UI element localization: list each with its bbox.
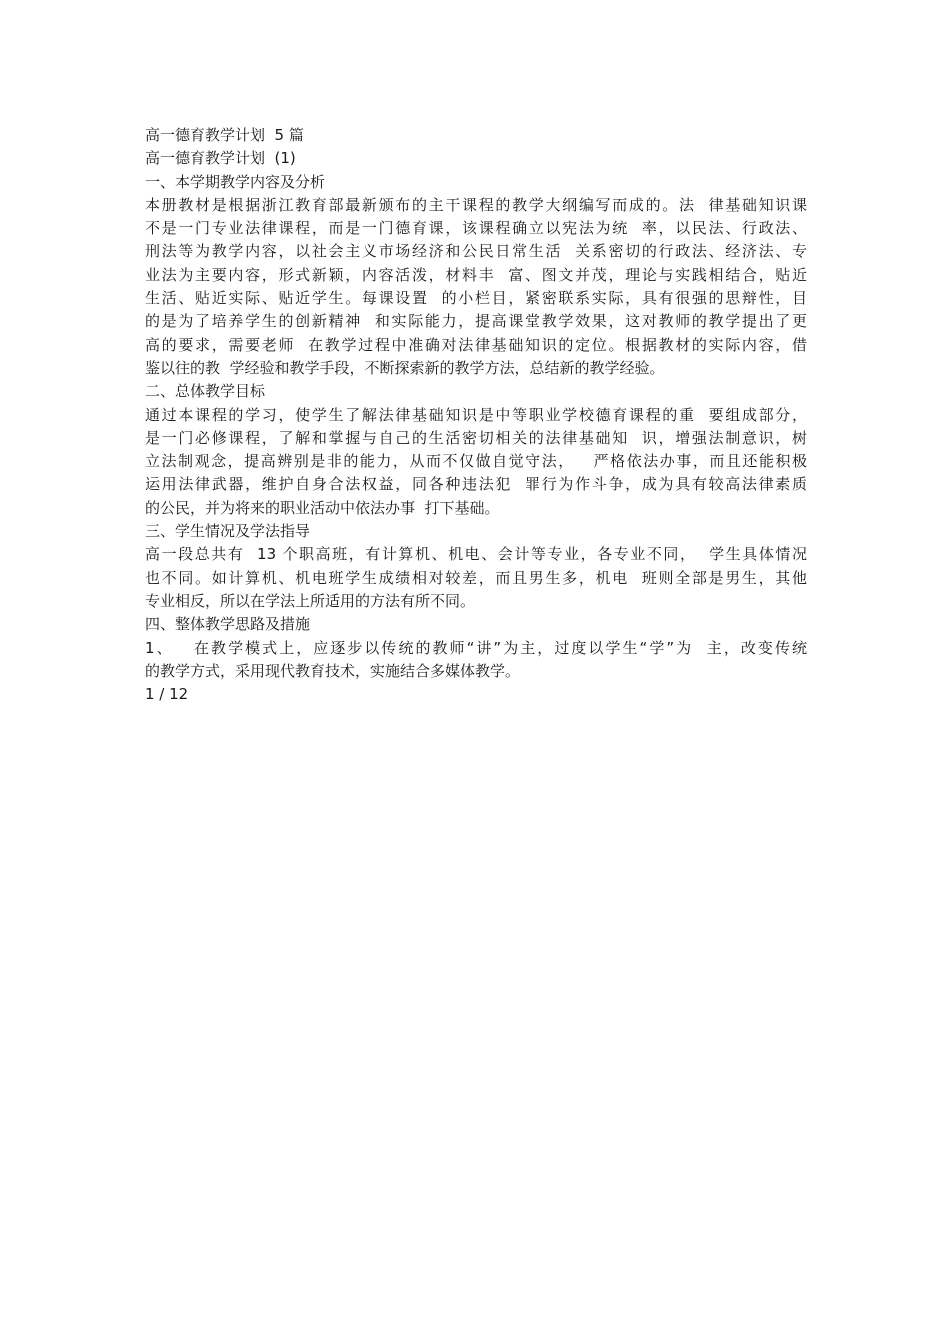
document-title: 高一德育教学计划 5 篇 xyxy=(145,126,304,144)
paragraph-line: 专业相反，所以在学法上所适用的方法有所不同。 xyxy=(145,591,476,610)
paragraph-line: 业法为主要内容，形式新颖，内容活泼，材料丰 富、图文并茂，理论与实践相结合，贴近 xyxy=(145,265,807,284)
paragraph-line: 1、 在教学模式上，应逐步以传统的教师“讲”为主，过度以学生“学”为 主，改变传统 xyxy=(145,638,807,657)
paragraph-line: 高一段总共有 13 个职高班，有计算机、机电、会计等专业，各专业不同， 学生具体情况 xyxy=(145,545,807,564)
paragraph-line: 本册教材是根据浙江教育部最新颁布的主干课程的教学大纲编写而成的。法 律基础知识课 xyxy=(145,195,807,214)
paragraph-line: 不是一门专业法律课程，而是一门德育课，该课程确立以宪法为统 率，以民法、行政法、 xyxy=(145,219,807,238)
paragraph-line: 通过本课程的学习，使学生了解法律基础知识是中等职业学校德育课程的重 要组成部分， xyxy=(145,405,807,424)
paragraph-line: 鉴以往的教 学经验和教学手段，不断探索新的教学方法，总结新的教学经验。 xyxy=(145,358,665,377)
paragraph-line: 刑法等为教学内容，以社会主义市场经济和公民日常生活 关系密切的行政法、经济法、专 xyxy=(145,242,807,261)
paragraph-line: 高的要求，需要老师 在教学过程中准确对法律基础知识的定位。根据教材的实际内容，借 xyxy=(145,335,807,354)
paragraph-line: 是一门必修课程，了解和掌握与自己的生活密切相关的法律基础知 识，增强法制意识，树 xyxy=(145,428,807,447)
document-subtitle: 高一德育教学计划 (1) xyxy=(145,149,296,168)
section-heading: 一、本学期教学内容及分析 xyxy=(145,172,326,191)
section-paragraph xyxy=(145,637,807,684)
document-page xyxy=(145,124,807,706)
paragraph-line: 的教学方式，采用现代教育技术，实施结合多媒体教学。 xyxy=(145,661,521,680)
paragraph-line: 的是为了培养学生的创新精神 和实际能力，提高课堂教学效果，这对教师的教学提出了更 xyxy=(145,312,807,331)
section-heading: 三、学生情况及学法指导 xyxy=(145,522,311,541)
section-paragraph xyxy=(145,543,807,613)
paragraph-line: 也不同。如计算机、机电班学生成绩相对较差，而且男生多，机电 班则全部是男生，其他 xyxy=(145,568,807,587)
paragraph-line: 立法制观念，提高辨别是非的能力，从而不仅做自觉守法， 严格依法办事，而且还能积极 xyxy=(145,452,807,471)
paragraph-line: 的公民，并为将来的职业活动中依法办事 打下基础。 xyxy=(145,498,500,517)
section-heading: 四、整体教学思路及措施 xyxy=(145,615,311,634)
page-indicator: 1 / 12 xyxy=(145,685,189,704)
section-paragraph xyxy=(145,194,807,380)
section-paragraph xyxy=(145,404,807,520)
section-heading: 二、总体教学目标 xyxy=(145,382,266,401)
paragraph-line: 生活、贴近实际、贴近学生。每课设置 的小栏目，紧密联系实际，具有很强的思辩性，目 xyxy=(145,289,807,308)
paragraph-line: 运用法律武器，维护自身合法权益，同各种违法犯 罪行为作斗争，成为具有较高法律素质 xyxy=(145,475,807,494)
